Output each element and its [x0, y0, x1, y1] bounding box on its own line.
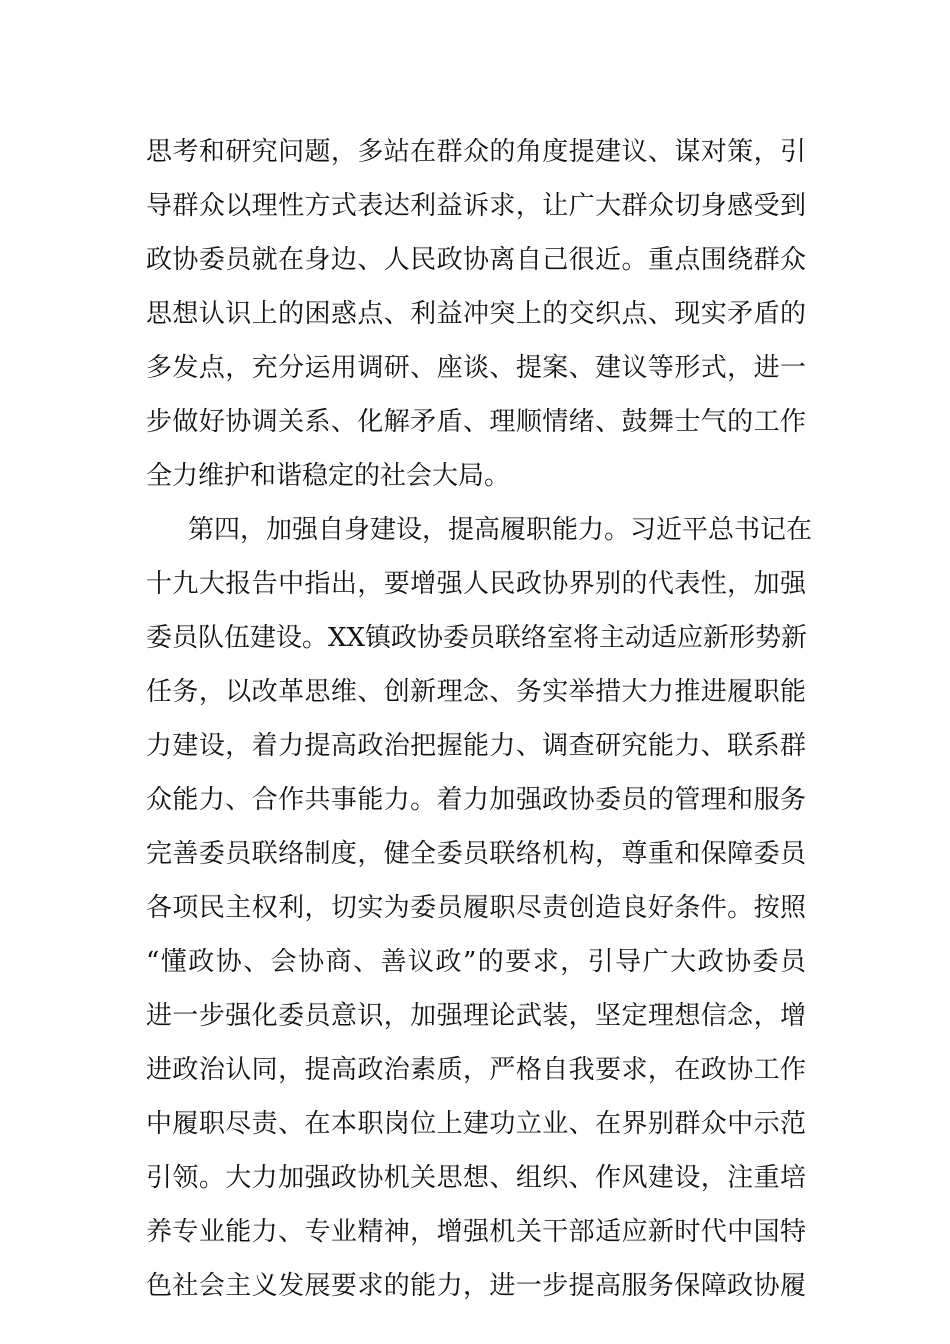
- text-line: 导群众以理性方式表达利益诉求，让广大群众切身感受到: [146, 191, 806, 221]
- text-line: 政协委员就在身边、人民政协离自己很近。重点围绕群众: [146, 245, 806, 275]
- text-line: 各项民主权利，切实为委员履职尽责创造良好条件。按照: [146, 893, 806, 923]
- text-line: 养专业能力、专业精神，增强机关干部适应新时代中国特: [146, 1217, 806, 1247]
- text-line: 任务，以改革思维、创新理念、务实举措大力推进履职能: [146, 677, 806, 707]
- text-line: 思想认识上的困惑点、利益冲突上的交织点、现实矛盾的: [146, 299, 806, 329]
- text-line: 步做好协调关系、化解矛盾、理顺情绪、鼓舞士气的工作: [146, 407, 806, 437]
- text-line: 全力维护和谐稳定的社会大局。: [146, 461, 511, 491]
- text-line: 完善委员联络制度，健全委员联络机构，尊重和保障委员: [146, 839, 806, 869]
- text-line: 十九大报告中指出，要增强人民政协界别的代表性，加强: [146, 569, 806, 599]
- text-line: 进政治认同，提高政治素质，严格自我要求，在政协工作: [146, 1055, 806, 1085]
- text-line: 多发点，充分运用调研、座谈、提案、建议等形式，进一: [146, 353, 806, 383]
- text-line: 进一步强化委员意识，加强理论武装，坚定理想信念，增: [146, 1001, 806, 1031]
- text-line: 力建设，着力提高政治把握能力、调查研究能力、联系群: [146, 731, 806, 761]
- text-line: 众能力、合作共事能力。着力加强政协委员的管理和服务: [146, 785, 806, 815]
- text-line: 中履职尽责、在本职岗位上建功立业、在界别群众中示范: [146, 1109, 806, 1139]
- text-line: 委员队伍建设。XX镇政协委员联络室将主动适应新形势新: [146, 623, 808, 653]
- text-line: “懂政协、会协商、善议政”的要求，引导广大政协委员: [146, 947, 806, 977]
- paragraph-start-line: 第四，加强自身建设，提高履职能力。习近平总书记在: [188, 515, 813, 545]
- text-line: 色社会主义发展要求的能力，进一步提高服务保障政协履: [146, 1271, 806, 1301]
- text-line: 思考和研究问题，多站在群众的角度提建议、谋对策，引: [146, 137, 806, 167]
- text-line: 引领。大力加强政协机关思想、组织、作风建设，注重培: [146, 1163, 806, 1193]
